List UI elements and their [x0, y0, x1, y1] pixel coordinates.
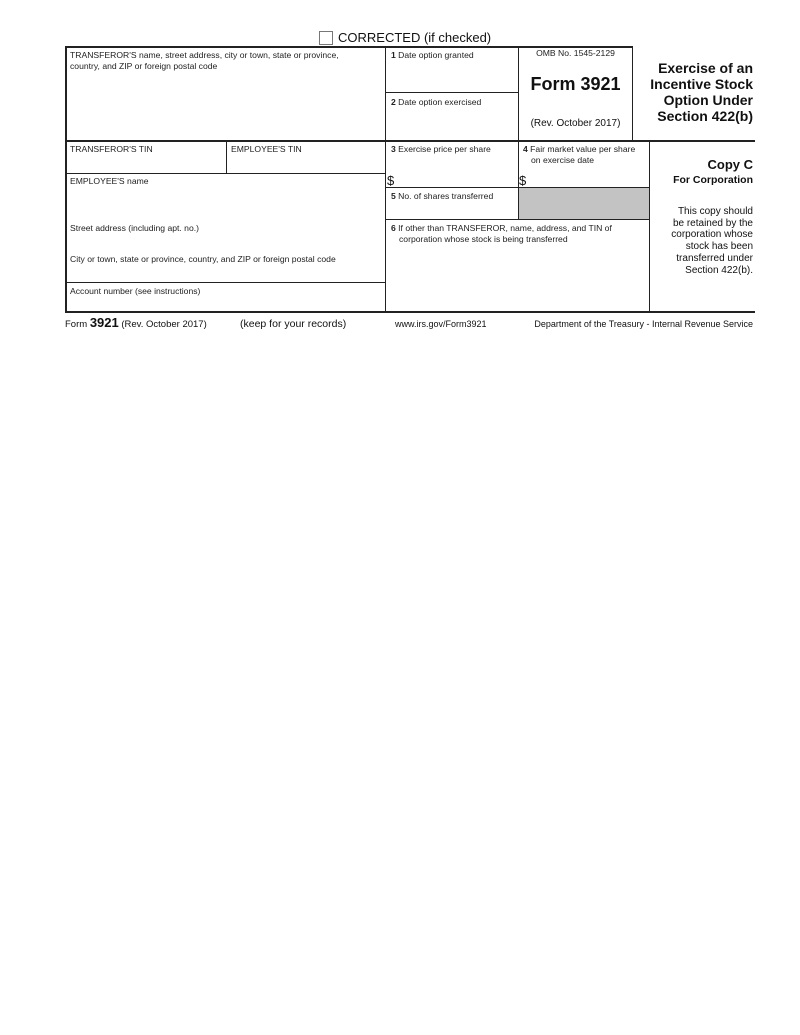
divider-box5-row — [386, 219, 649, 220]
box6-label-2: corporation whose stock is being transferred — [399, 233, 568, 244]
heading-line: Exercise of an — [658, 60, 753, 76]
box5-gray-shade — [519, 188, 649, 219]
street-address-label: Street address (including apt. no.) — [70, 223, 199, 233]
box6-label-1: If other than TRANSFEROR, name, address, and TIN of — [398, 223, 612, 233]
copy-note-line: be retained by the — [672, 217, 753, 229]
corrected-checkbox[interactable] — [319, 31, 333, 45]
footer-form-prefix: Form — [65, 319, 88, 330]
transferor-tin-field[interactable] — [70, 144, 220, 170]
footer-url[interactable]: www.irs.gov/Form3921 — [395, 319, 487, 329]
corrected-label: CORRECTED (if checked) — [338, 30, 492, 45]
heading-line: Option Under — [663, 92, 753, 108]
transferor-name-field[interactable] — [70, 50, 370, 135]
copy-subtitle: For Corporation — [673, 174, 753, 186]
copy-note-line: stock has been — [685, 241, 753, 253]
transferor-tin-label: TRANSFEROR'S TIN — [70, 144, 153, 154]
employee-name-label: EMPLOYEE'S name — [70, 176, 149, 186]
copy-note — [650, 206, 753, 276]
account-number-field[interactable] — [70, 286, 380, 308]
box3-num: 3 — [391, 144, 396, 154]
box2-label: Date option exercised — [398, 97, 482, 107]
divider-col1 — [385, 46, 386, 312]
box3-exercise-price-field[interactable] — [391, 144, 516, 184]
box3-dollar-sign: $ — [387, 173, 395, 188]
box4-label-1: Fair market value per share — [530, 144, 636, 154]
form-title: Form 3921 — [530, 74, 621, 94]
divider-address-account — [65, 282, 386, 283]
street-address-field[interactable] — [70, 223, 380, 248]
copy-note-line: corporation whose — [671, 229, 753, 241]
box4-dollar-sign: $ — [519, 173, 527, 188]
box1-date-granted-field[interactable] — [391, 50, 516, 90]
box5-num: 5 — [391, 191, 396, 201]
employee-tin-field[interactable] — [231, 144, 381, 170]
divider-tin — [226, 141, 227, 173]
employee-tin-label: EMPLOYEE'S TIN — [231, 144, 302, 154]
copy-note-line: transferred under — [676, 252, 753, 264]
divider-tin-row — [65, 173, 386, 174]
form-rev: (Rev. October 2017) — [530, 118, 621, 129]
copy-note-line: This copy should — [677, 206, 753, 217]
divider-box1-box2 — [386, 92, 518, 93]
footer-form-id — [65, 315, 207, 330]
footer-rev: (Rev. October 2017) — [121, 319, 207, 330]
form-heading — [633, 60, 753, 124]
form-left-border — [65, 46, 67, 312]
box1-label: Date option granted — [398, 50, 474, 60]
box5-shares-field[interactable] — [391, 191, 516, 217]
footer-form-number: 3921 — [89, 315, 119, 330]
box3-label: Exercise price per share — [398, 144, 491, 154]
omb-number: OMB No. 1545-2129 — [536, 48, 615, 58]
copy-title: Copy C — [707, 157, 753, 172]
box4-num: 4 — [523, 144, 528, 154]
box2-num: 2 — [391, 97, 396, 107]
heading-line: Incentive Stock — [650, 76, 753, 92]
form-bottom-border — [65, 311, 755, 313]
employee-name-field[interactable] — [70, 176, 380, 216]
footer-dept: Department of the Treasury - Internal Revenue Service — [534, 319, 753, 329]
city-field[interactable] — [70, 254, 380, 279]
box1-num: 1 — [391, 50, 396, 60]
divider-row1 — [65, 140, 755, 142]
city-label: City or town, state or province, country, and ZIP or foreign postal code — [70, 254, 336, 264]
heading-line: Section 422(b) — [657, 108, 753, 124]
box6-num: 6 — [391, 223, 396, 233]
footer-keep: (keep for your records) — [240, 318, 347, 330]
box4-label-2: on exercise date — [531, 154, 595, 165]
box5-label: No. of shares transferred — [398, 191, 494, 201]
box4-fair-market-value-field[interactable] — [523, 144, 648, 184]
transferor-label: TRANSFEROR'S name, street address, city or town, state or province, country, and ZIP or foreign postal code — [70, 50, 339, 71]
box2-date-exercised-field[interactable] — [391, 97, 516, 137]
box6-corporation-field[interactable] — [391, 223, 646, 308]
copy-note-line: Section 422(b). — [685, 264, 753, 276]
account-number-label: Account number (see instructions) — [70, 286, 201, 296]
